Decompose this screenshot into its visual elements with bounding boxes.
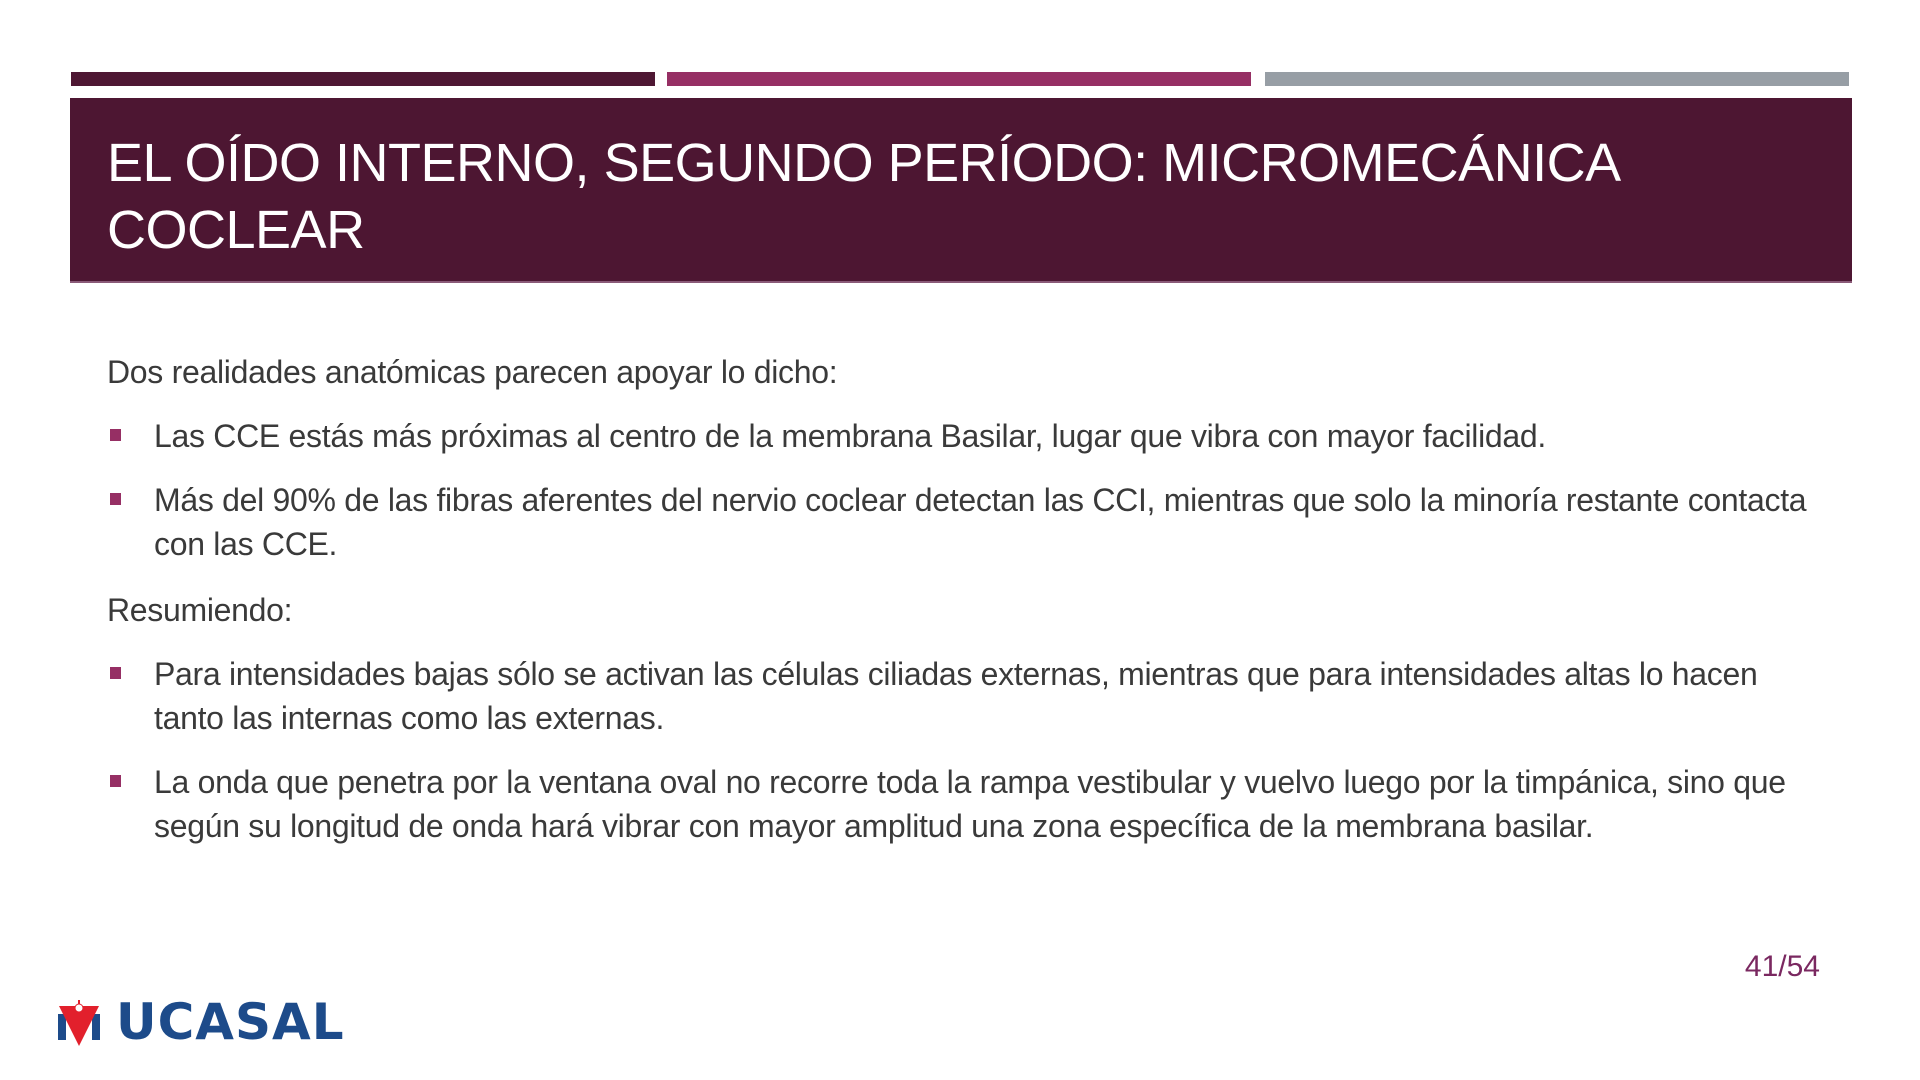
square-bullet-icon <box>110 493 121 505</box>
slide-body <box>107 350 1827 868</box>
ucasal-logo <box>58 993 345 1055</box>
title-banner <box>70 98 1852 283</box>
slide-title: EL OÍDO INTERNO, SEGUNDO PERÍODO: MICROMECÁNICA COCLEAR <box>107 133 1618 260</box>
bullet-list-summary <box>107 652 1827 848</box>
list-item <box>107 478 1827 566</box>
intro-text: Dos realidades anatómicas parecen apoyar lo dicho: <box>107 354 838 390</box>
bullet-text: Las CCE estás más próximas al centro de la membrana Basilar, lugar que vibra con mayor facilidad. <box>154 418 1546 454</box>
square-bullet-icon <box>110 775 121 787</box>
list-item <box>107 414 1827 458</box>
square-bullet-icon <box>110 667 121 679</box>
ucasal-shield-icon <box>58 1000 100 1046</box>
decor-bar-gray <box>1265 72 1849 86</box>
logo-wordmark: UCASAL <box>116 993 345 1051</box>
bullet-text: Para intensidades bajas sólo se activan las células ciliadas externas, mientras que para intensidades altas lo hacen tanto las internas como las externas. <box>154 656 1758 736</box>
list-item <box>107 760 1827 848</box>
decor-bar-dark <box>71 72 655 86</box>
page-number: 41/54 <box>1744 950 1820 983</box>
decor-bar-magenta <box>667 72 1251 86</box>
list-item <box>107 652 1827 740</box>
square-bullet-icon <box>110 429 121 441</box>
bullet-list-anatomy <box>107 414 1827 566</box>
bullet-text: La onda que penetra por la ventana oval no recorre toda la rampa vestibular y vuelvo luego por la timpánica, sino que según su longitud de onda hará vibrar con mayor amplitud una zona específica de la membrana basilar. <box>154 764 1786 844</box>
summary-heading: Resumiendo: <box>107 592 293 628</box>
bullet-text: Más del 90% de las fibras aferentes del nervio coclear detectan las CCI, mientras que solo la minoría restante contacta con las CCE. <box>154 482 1807 562</box>
